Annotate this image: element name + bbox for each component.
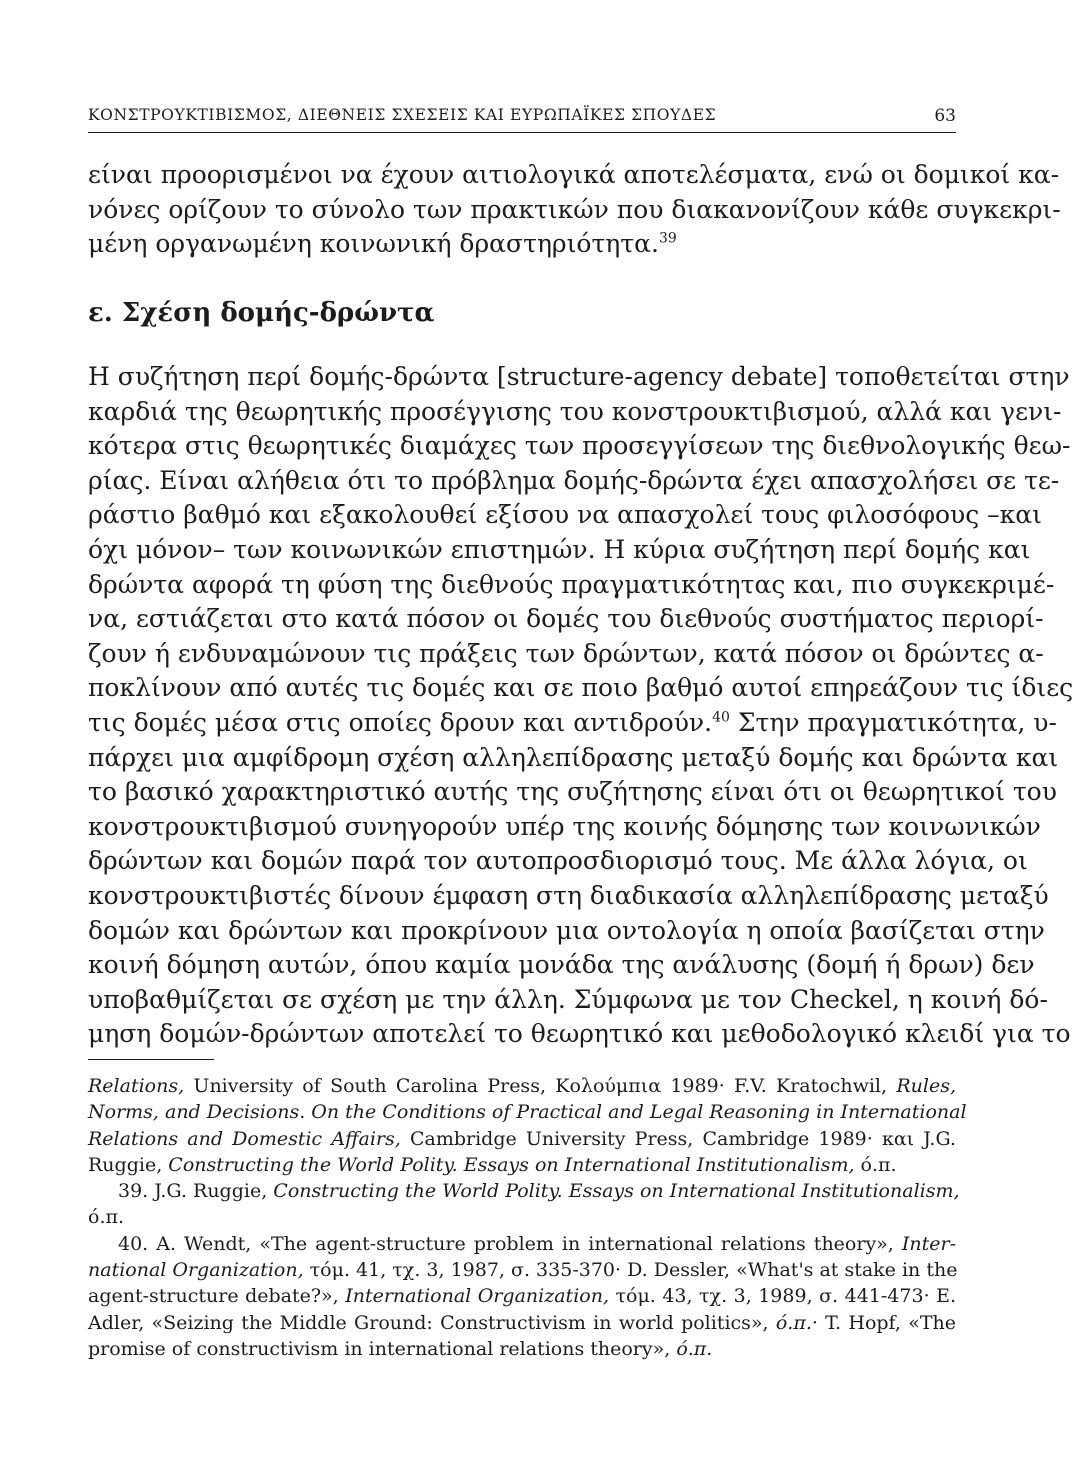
text-line: κονστρουκτιβισμού συνηγορούν υπέρ της κοινής δόμησης των κοινωνικών [88, 811, 1041, 841]
footnote-line [88, 1257, 956, 1283]
main-paragraph [88, 360, 1073, 1052]
text-fragment: Ruggie, [88, 1153, 169, 1176]
footnote-line [88, 1283, 956, 1309]
text-line: ρίας. Είναι αλήθεια ότι το πρόβλημα δομής-δρώντα έχει απασχολήσει σε τε- [88, 465, 1060, 495]
text-line [88, 706, 1057, 741]
text-fragment: τις δομές μέσα στις οποίες δρουν και αντιδρούν. [88, 707, 713, 737]
text-line: όχι μόνον– των κοινωνικών επιστημών. Η κύρια συζήτηση περί δομής και [88, 534, 1031, 564]
footnote-line [88, 1126, 956, 1152]
text-fragment: University of South Carolina Press, Κολούμπια 1989· F.V. Kratochwil, [184, 1075, 897, 1097]
text-line: δομών και δρώντων και προκρίνουν μια οντολογία η οποία βασίζεται στην [88, 915, 1045, 945]
footnote-line [88, 1099, 967, 1125]
text-line: κονστρουκτιβιστές δίνουν έμφαση στη διαδικασία αλληλεπίδρασης μεταξύ [88, 880, 1049, 910]
footnote-ref-40: 40 [712, 709, 730, 726]
text-line: κοινή δόμηση αυτών, όπου καμία μονάδα της ανάλυσης (δομή ή δρων) δεν [88, 950, 1035, 980]
text-fragment: Constructing the World Polity. Essays on International Institutionalism, [273, 1180, 960, 1203]
footnote-39 [88, 1178, 960, 1231]
text-line: δρώντων και δομών παρά τον αυτοπροσδιορισμό τους. Με άλλα λόγια, οι [88, 846, 1028, 876]
text-line: είναι προορισμένοι να έχουν αιτιολογικά αποτελέσματα, ενώ οι δομικοί κα- [88, 160, 1060, 189]
footnote-line [88, 1310, 956, 1336]
text-fragment: national Organization, [88, 1259, 304, 1282]
footnotes [88, 1073, 967, 1362]
footnote-line [88, 1152, 956, 1178]
text-fragment: Relations, [88, 1075, 185, 1097]
text-fragment: Relations and Domestic Affairs, [88, 1127, 401, 1150]
page-number: 63 [934, 106, 956, 126]
text-fragment: 39. J.G. Ruggie, [118, 1180, 274, 1203]
text-fragment: agent-structure debate?», [88, 1285, 346, 1308]
text-line: ράστιο βαθμό και εξακολουθεί εξίσου να απασχολεί τους φιλοσόφους –και [88, 500, 1042, 530]
text-fragment: τόμ. 41, τχ. 3, 1987, σ. 335-370· D. Dessler, «What's at stake in the [303, 1259, 958, 1282]
footnote-divider [88, 1059, 214, 1060]
text-line: νόνες ορίζουν το σύνολο των πρακτικών που διακανονίζουν κάθε συγκεκρι- [88, 194, 1061, 224]
running-title: ΚΟΝΣΤΡΟΥΚΤΙΒΙΣΜΟΣ, ΔΙΕΘΝΕΙΣ ΣΧΕΣΕΙΣ ΚΑΙ ΕΥΡΩΠΑΪΚΕΣ ΣΠΟΥΔΕΣ [88, 106, 717, 124]
section-heading: ε. Σχέση δομής-δρώντα [88, 298, 435, 328]
text-fragment: τόμ. 43, τχ. 3, 1989, σ. 441-473· E. [609, 1285, 957, 1308]
text-line: το βασικό χαρακτηριστικό αυτής της συζήτησης είναι ότι οι θεωρητικοί του [88, 777, 1057, 807]
footnote-line [88, 1204, 956, 1230]
text-line: κότερα στις θεωρητικές διαμάχες των προσεγγίσεων της διεθνολογικής θεω- [88, 431, 1071, 461]
text-line: να, εστιάζεται στο κατά πόσον οι δομές του διεθνούς συστήματος περιορί- [88, 604, 1044, 634]
footnote-line [88, 1073, 956, 1099]
intro-paragraph [88, 158, 1061, 262]
text-fragment: Constructing the World Polity. Essays on International Institutionalism, [168, 1153, 855, 1176]
text-fragment: Inter- [901, 1232, 956, 1255]
footnote-line [88, 1231, 956, 1257]
text-line: δρώντα αφορά τη φύση της διεθνούς πραγματικότητας και, πιο συγκεκριμέ- [88, 569, 1055, 599]
text-fragment: Norms, and Decisions. On the Conditions of Practical and Legal Reasoning in International [88, 1101, 967, 1124]
text-line: Η συζήτηση περί δομής-δρώντα [structure-agency debate] τοποθετείται στην [88, 362, 1070, 391]
text-line [88, 227, 956, 262]
text-fragment: ό.π. [775, 1311, 812, 1334]
footnote-ref-39: 39 [658, 230, 677, 247]
text-fragment: · T. Hopf, «The [811, 1311, 956, 1334]
text-fragment: Rules, [896, 1075, 956, 1097]
text-fragment: ό.π. [676, 1337, 713, 1360]
text-fragment: ό.π. [88, 1206, 125, 1229]
text-line: ποκλίνουν από αυτές τις δομές και σε ποιο βαθμό αυτοί επηρεάζουν τις ίδιες [88, 673, 1073, 703]
text-fragment: μένη οργανωμένη κοινωνική δραστηριότητα. [88, 229, 659, 259]
text-line: ζουν ή ενδυναμώνουν τις πράξεις των δρώντων, κατά πόσον οι δρώντες α- [88, 638, 1044, 668]
running-header [88, 102, 956, 133]
text-fragment: 40. A. Wendt, «The agent-structure problem in international relations theory», [118, 1232, 902, 1255]
text-fragment: promise of constructivism in international relations theory», [88, 1337, 677, 1360]
text-fragment: International Organization, [345, 1285, 609, 1308]
text-fragment: ό.π. [854, 1153, 897, 1176]
text-fragment: Adler, «Seizing the Middle Ground: Constructivism in world politics», [88, 1311, 776, 1334]
text-line: υποβαθμίζεται σε σχέση με την άλλη. Σύμφωνα με τον Checkel, η κοινή δό- [88, 984, 1048, 1014]
footnote-line [88, 1178, 960, 1204]
text-line: μηση δομών-δρώντων αποτελεί το θεωρητικό και μεθοδολογικό κλειδί για το [88, 1019, 1071, 1049]
footnote-40 [88, 1231, 956, 1362]
text-fragment: Στην πραγματικότητα, υ- [729, 707, 1057, 737]
text-line: πάρχει μια αμφίδρομη σχέση αλληλεπίδρασης μεταξύ δομής και δρώντα και [88, 742, 1059, 772]
text-fragment: Cambridge University Press, Cambridge 1989· και J.G. [400, 1127, 957, 1150]
footnote-line [88, 1336, 956, 1362]
text-line: καρδιά της θεωρητικής προσέγγισης του κονστρουκτιβισμού, αλλά και γενι- [88, 396, 1062, 426]
footnote-continuation [88, 1073, 967, 1178]
